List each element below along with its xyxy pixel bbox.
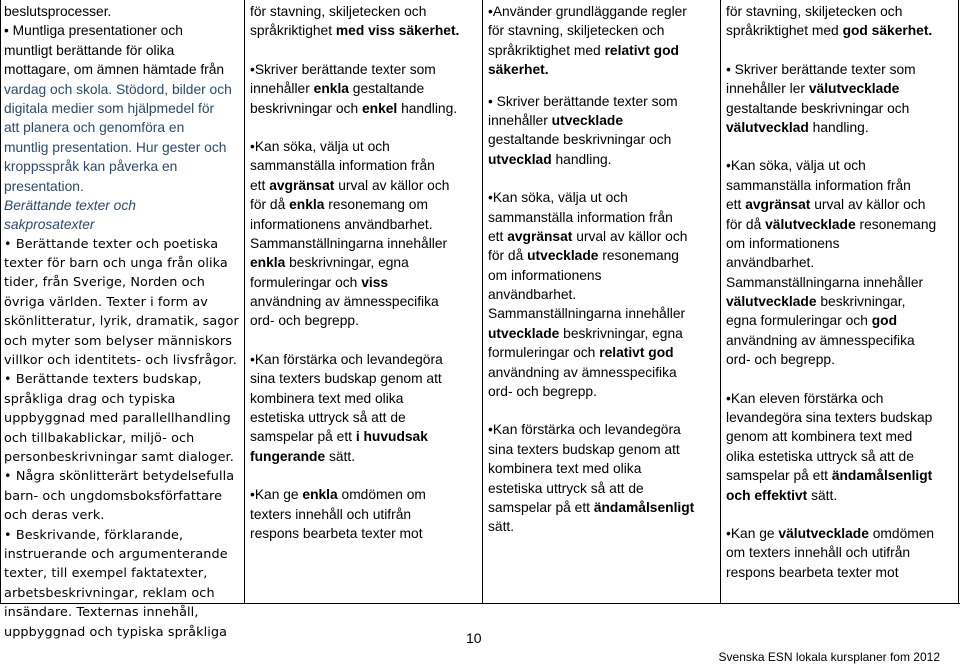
- text-line: uppbyggnad och typiska språkliga: [4, 624, 228, 640]
- text-line: skönlitteratur, lyrik, dramatik, sagor: [4, 314, 239, 330]
- text-line: egna formuleringar och god: [726, 313, 898, 329]
- text-line: för stavning, skiljetecken och: [726, 4, 903, 19]
- table-border: [482, 0, 483, 604]
- text-line: om texters innehåll och utifrån: [726, 545, 911, 561]
- text-line: innehåller ler välutvecklade: [726, 81, 900, 97]
- text-line: digitala medier som hjälpmedel för: [4, 100, 215, 116]
- text-line: respons bearbeta texter mot: [250, 525, 423, 541]
- text-line: presentation.: [4, 178, 84, 194]
- text-line: språkriktighet med god säkerhet.: [726, 23, 933, 39]
- text-line: personbeskrivningar samt dialoger.: [4, 449, 234, 465]
- text-line: ord- och begrepp.: [726, 352, 835, 368]
- text-line: muntligt berättande för olika: [4, 42, 175, 58]
- bullet-item: • Skriver berättande texter som: [488, 93, 678, 109]
- text-line: innehåller enkla gestaltande: [250, 81, 425, 97]
- bullet-item: •Kan förstärka och levandegöra: [250, 351, 443, 367]
- text-line: för då välutvecklade resonemang: [726, 216, 937, 232]
- text-line: sakprosatexter: [4, 217, 95, 233]
- table-border: [958, 0, 959, 604]
- text-line: användning av ämnesspecifika: [726, 332, 915, 348]
- table-border: [244, 0, 245, 604]
- bullet-item: •Kan förstärka och levandegöra: [488, 422, 681, 438]
- bullet-item: •Kan ge välutvecklade omdömen: [726, 525, 935, 541]
- text-line: Sammanställningarna innehåller: [488, 306, 686, 322]
- text-line: beskrivningar och enkel handling.: [250, 100, 458, 116]
- text-line: formuleringar och viss: [250, 274, 389, 290]
- text-line: om informationens: [726, 235, 840, 251]
- text-line: sammanställa information från: [488, 209, 673, 225]
- text-line: mottagare, om ämnen hämtade från: [4, 62, 225, 78]
- text-line: villkor och identitets- och livsfrågor.: [4, 353, 237, 369]
- bullet-item: •Använder grundläggande regler: [488, 4, 687, 19]
- text-line: barn- och ungdomsboksförfattare: [4, 488, 223, 504]
- text-line: arbetsbeskrivningar, reklam och: [4, 585, 215, 601]
- bullet-item: •Kan söka, välja ut och: [250, 138, 390, 154]
- text-line: fungerande sätt.: [250, 448, 356, 464]
- text-line: ett avgränsat urval av källor och: [488, 228, 688, 244]
- text-line: användning av ämnesspecifika: [488, 364, 677, 380]
- text-line: kombinera text med olika: [250, 390, 404, 406]
- text-line: olika estetiska uttryck så att de: [726, 448, 914, 464]
- text-line: instruerande och argumenterande: [4, 546, 228, 562]
- text-line: levandegöra sina texters budskap: [726, 410, 933, 426]
- text-line: användning av ämnesspecifika: [250, 294, 439, 310]
- text-line: övriga världen. Texter i form av: [4, 294, 208, 310]
- table-border: [720, 0, 721, 604]
- bullet-item: •Kan eleven förstärka och: [726, 390, 884, 406]
- text-line: formuleringar och relativt god: [488, 345, 674, 361]
- text-line: samspelar på ett ändamålsenligt: [488, 499, 695, 515]
- table-border: [0, 0, 1, 604]
- text-line: informationens användbarhet.: [250, 216, 433, 232]
- bullet-item: •Kan söka, välja ut och: [488, 190, 628, 206]
- text-line: välutvecklad handling.: [726, 119, 869, 135]
- text-line: språkliga drag och typiska: [4, 391, 176, 407]
- text-line: sina texters budskap genom att: [488, 441, 680, 457]
- text-line: insändare. Texternas innehåll,: [4, 605, 199, 621]
- grade-e-column: [250, 2, 480, 543]
- text-line: muntlig presentation. Hur gester och: [4, 139, 227, 155]
- text-line: ett avgränsat urval av källor och: [250, 177, 450, 193]
- text-line: användbarhet.: [488, 287, 577, 303]
- bullet-item: • Muntliga presentationer och: [4, 23, 183, 39]
- text-line: ord- och begrepp.: [488, 384, 597, 400]
- text-line: och tillbakablickar, miljö- och: [4, 430, 195, 446]
- text-line: samspelar på ett ändamålsenligt: [726, 468, 933, 484]
- text-line: språkriktighet med relativt god: [488, 42, 679, 58]
- bullet-item: • Berättande texter och poetiska: [4, 236, 219, 252]
- grade-a-column: [726, 2, 954, 582]
- text-line: beslutsprocesser.: [4, 4, 112, 19]
- bullet-item: • Beskrivande, förklarande,: [4, 527, 184, 543]
- text-line: för stavning, skiljetecken och: [488, 23, 665, 39]
- text-line: gestaltande beskrivningar och: [726, 100, 910, 116]
- text-line: estetiska uttryck så att de: [250, 410, 406, 426]
- bullet-item: • Skriver berättande texter som: [726, 61, 916, 77]
- text-line: och deras verk.: [4, 508, 105, 524]
- text-line: för stavning, skiljetecken och: [250, 4, 427, 19]
- text-line: Berättande texter och: [4, 197, 136, 213]
- bullet-item: • Några skönlitterärt betydelsefulla: [4, 469, 235, 485]
- text-line: respons bearbeta texter mot: [726, 564, 899, 580]
- text-line: Sammanställningarna innehåller: [250, 235, 448, 251]
- text-line: och effektivt sätt.: [726, 487, 838, 503]
- bullet-item: •Skriver berättande texter som: [250, 61, 436, 77]
- text-line: kroppsspråk kan påverka en: [4, 159, 178, 175]
- text-line: tider, från Sverige, Norden och: [4, 275, 205, 291]
- footer-text: Svenska ESN lokala kursplaner fom 2012: [718, 650, 940, 664]
- page-number: 10: [466, 630, 482, 646]
- text-line: för då enkla resonemang om: [250, 197, 428, 213]
- text-line: innehåller utvecklade: [488, 112, 623, 128]
- text-line: texters innehåll och utifrån: [250, 506, 412, 522]
- text-line: estetiska uttryck så att de: [488, 480, 644, 496]
- text-line: texter, till exempel faktatexter,: [4, 566, 208, 582]
- text-line: välutvecklade beskrivningar,: [726, 294, 906, 310]
- text-line: språkriktighet med viss säkerhet.: [250, 23, 460, 39]
- text-line: om informationens: [488, 267, 602, 283]
- text-line: samspelar på ett i huvudsak: [250, 429, 428, 445]
- bullet-item: • Berättande texters budskap,: [4, 372, 202, 388]
- bullet-item: •Kan ge enkla omdömen om: [250, 487, 426, 503]
- text-line: utvecklade beskrivningar, egna: [488, 325, 683, 341]
- text-line: texter för barn och unga från olika: [4, 256, 228, 272]
- text-line: uppbyggnad med parallellhandling: [4, 411, 231, 427]
- text-line: Sammanställningarna innehåller: [726, 274, 924, 290]
- text-line: och myter som belyser människors: [4, 333, 232, 349]
- content-column: [4, 2, 240, 642]
- text-line: sina texters budskap genom att: [250, 371, 442, 387]
- text-line: säkerhet.: [488, 62, 549, 78]
- text-line: ord- och begrepp.: [250, 313, 359, 329]
- text-line: vardag och skola. Stödord, bilder och: [4, 81, 232, 97]
- text-line: att planera och genomföra en: [4, 120, 185, 136]
- text-line: ett avgränsat urval av källor och: [726, 197, 926, 213]
- text-line: genom att kombinera text med: [726, 429, 913, 445]
- text-line: kombinera text med olika: [488, 461, 642, 477]
- text-line: användbarhet.: [726, 255, 815, 271]
- text-line: sammanställa information från: [250, 158, 435, 174]
- grade-c-column: [488, 2, 716, 537]
- text-line: utvecklad handling.: [488, 151, 612, 167]
- text-line: enkla beskrivningar, egna: [250, 255, 409, 271]
- text-line: för då utvecklade resonemang: [488, 248, 679, 264]
- text-line: gestaltande beskrivningar och: [488, 132, 672, 148]
- text-line: sammanställa information från: [726, 177, 911, 193]
- bullet-item: •Kan söka, välja ut och: [726, 158, 866, 174]
- text-line: sätt.: [488, 519, 515, 535]
